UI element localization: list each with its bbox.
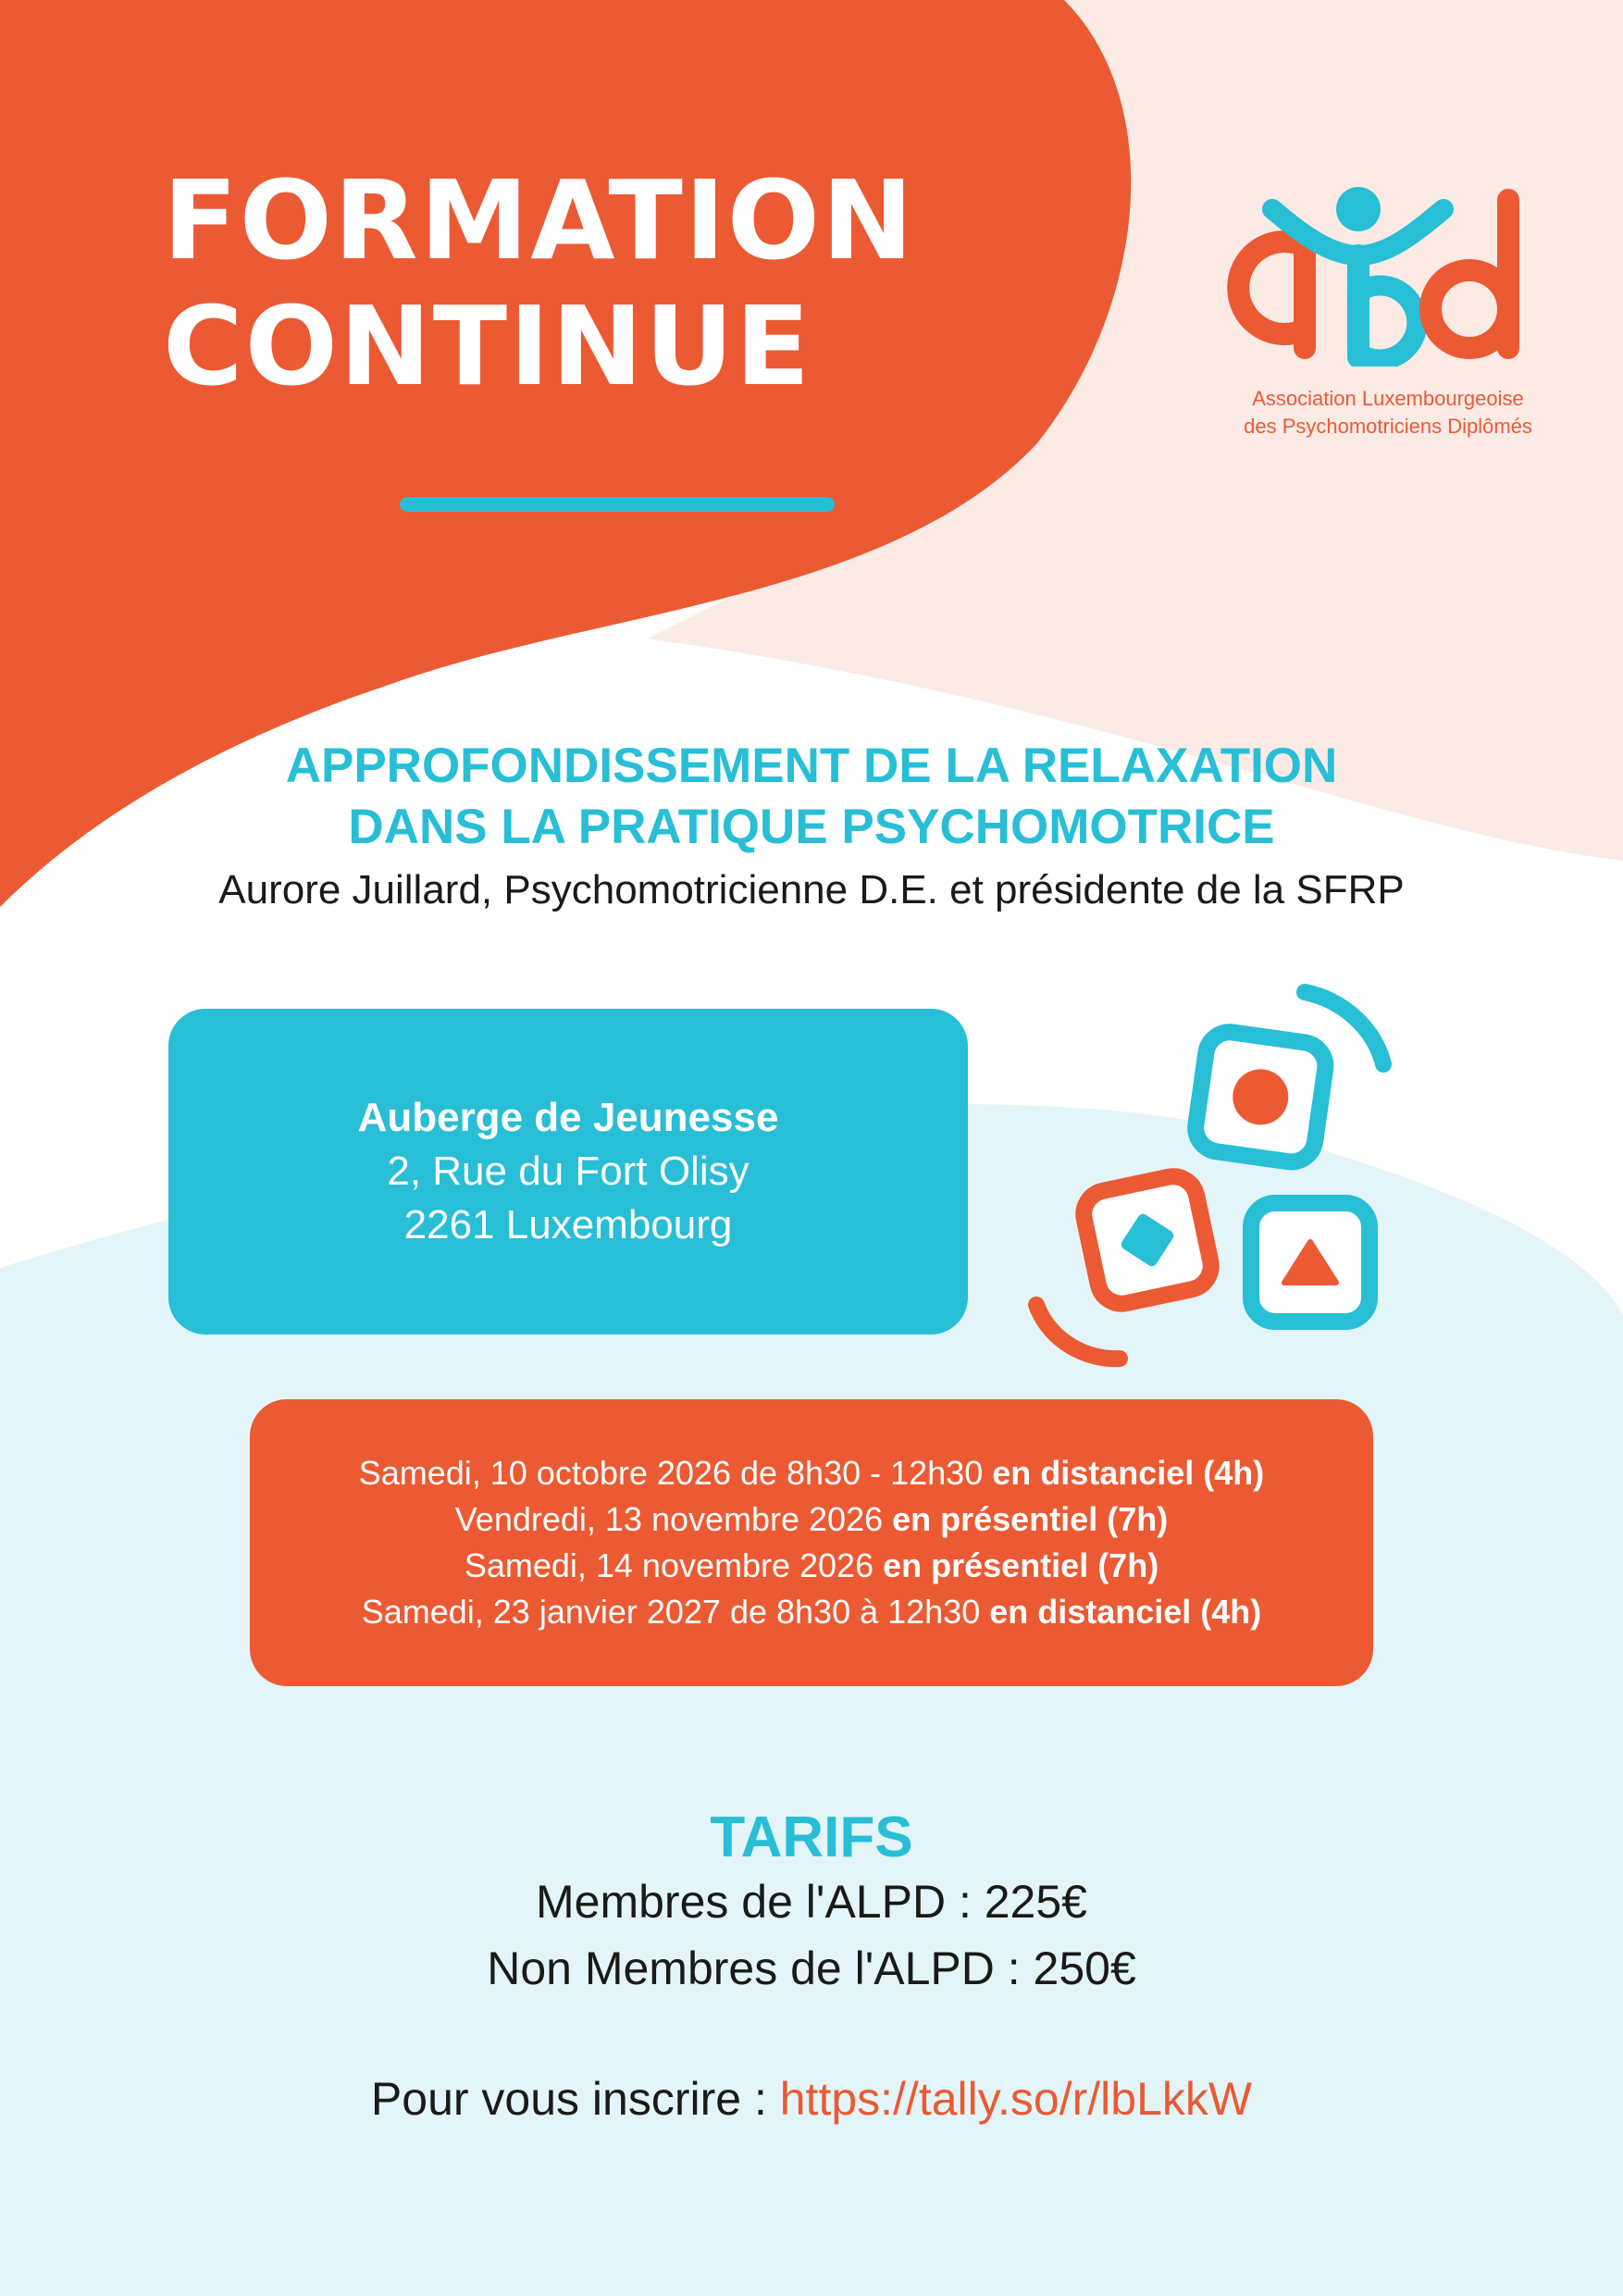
session-mode: en distanciel (4h)	[989, 1593, 1262, 1631]
page-title	[163, 157, 922, 409]
title-line-1: FORMATION	[163, 156, 915, 284]
session-date: Samedi, 10 octobre 2026 de 8h30 - 12h30	[358, 1454, 993, 1492]
session-date: Samedi, 14 novembre 2026	[464, 1546, 884, 1584]
venue-card	[168, 1009, 968, 1334]
logo-caption	[1194, 385, 1582, 441]
course-title	[185, 736, 1438, 858]
pricing-heading: TARIFS	[710, 1806, 913, 1869]
session-row	[250, 1496, 1373, 1543]
venue-name: Auberge de Jeunesse	[357, 1095, 779, 1140]
venue-street: 2, Rue du Fort Olisy	[387, 1148, 750, 1194]
sessions-card	[250, 1399, 1373, 1686]
session-date: Samedi, 23 janvier 2027 de 8h30 à 12h30	[361, 1593, 990, 1631]
course-title-line-2: DANS LA PRATIQUE PSYCHOMOTRICE	[348, 800, 1275, 854]
title-line-2: CONTINUE	[163, 282, 812, 410]
session-row	[250, 1450, 1373, 1496]
session-row	[250, 1543, 1373, 1589]
logo-caption-line-1: Association Luxembourgeoise	[1252, 387, 1524, 410]
session-mode: en présentiel (7h)	[892, 1500, 1169, 1538]
session-mode: en présentiel (7h)	[883, 1546, 1159, 1584]
venue-city: 2261 Luxembourg	[403, 1202, 733, 1247]
session-date: Vendredi, 13 novembre 2026	[454, 1500, 893, 1538]
dice-cubes-icon	[1018, 972, 1406, 1379]
logo-caption-line-2: des Psychomotriciens Diplômés	[1244, 415, 1532, 438]
signup-line	[185, 2069, 1438, 2128]
speaker: Aurore Juillard, Psychomotricienne D.E. et présidente de la SFRP	[218, 867, 1405, 912]
session-mode: en distanciel (4h)	[992, 1454, 1265, 1492]
course-title-line-1: APPROFONDISSEMENT DE LA RELAXATION	[285, 738, 1338, 793]
title-underline	[400, 497, 835, 512]
session-row	[250, 1589, 1373, 1635]
pricing-non-members: Non Membres de l'ALPD : 250€	[487, 1942, 1136, 1994]
pricing-members: Membres de l'ALPD : 225€	[536, 1876, 1087, 1928]
signup-link[interactable]: https://tally.so/r/lbLkkW	[779, 2073, 1253, 2125]
signup-label: Pour vous inscrire :	[370, 2073, 780, 2125]
alpd-logo-icon	[1221, 181, 1527, 366]
